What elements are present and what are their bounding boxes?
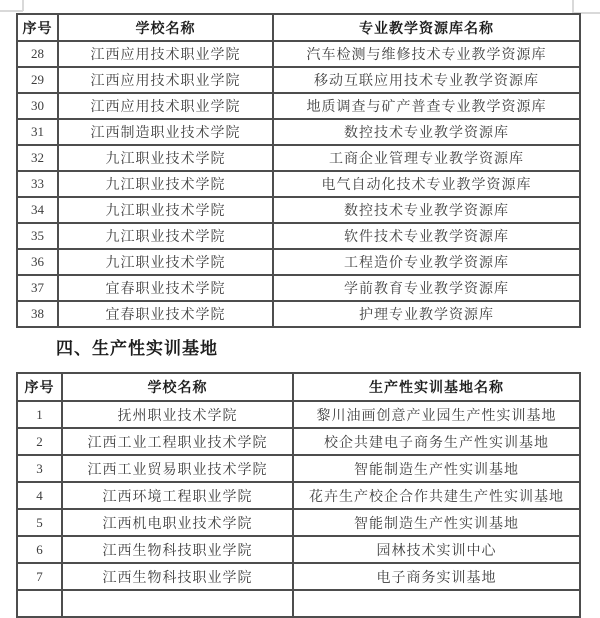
table-cell: 28 — [17, 41, 58, 67]
table-cell: 7 — [17, 563, 62, 590]
table-cell: 花卉生产校企合作共建生产性实训基地 — [293, 482, 580, 509]
table-cell — [62, 590, 293, 617]
table-cell: 电气自动化技术专业教学资源库 — [273, 171, 580, 197]
table-row — [17, 223, 580, 249]
table-cell: 数控技术专业教学资源库 — [273, 119, 580, 145]
table-cell: 38 — [17, 301, 58, 327]
table-cell: 江西工业贸易职业技术学院 — [62, 455, 293, 482]
table-cell: 江西环境工程职业学院 — [62, 482, 293, 509]
training-base-table — [16, 372, 581, 618]
table-cell: 宜春职业技术学院 — [58, 301, 273, 327]
column-header-school-name: 学校名称 — [62, 373, 293, 401]
table-cell: 34 — [17, 197, 58, 223]
table-cell — [17, 590, 62, 617]
table-cell: 江西机电职业技术学院 — [62, 509, 293, 536]
table-cell: 智能制造生产性实训基地 — [293, 455, 580, 482]
table-cell: 抚州职业技术学院 — [62, 401, 293, 428]
table-cell: 33 — [17, 171, 58, 197]
table-row — [17, 67, 580, 93]
table-cell: 软件技术专业教学资源库 — [273, 223, 580, 249]
table-cell: 智能制造生产性实训基地 — [293, 509, 580, 536]
column-header-resource-name: 专业教学资源库名称 — [273, 14, 580, 41]
table-cell: 九江职业技术学院 — [58, 145, 273, 171]
table-row — [17, 563, 580, 590]
table-row — [17, 401, 580, 428]
column-header-school-name: 学校名称 — [58, 14, 273, 41]
table-cell: 电子商务实训基地 — [293, 563, 580, 590]
table-row — [17, 455, 580, 482]
table-cell: 37 — [17, 275, 58, 301]
table-cell: 31 — [17, 119, 58, 145]
table-cell: 宜春职业技术学院 — [58, 275, 273, 301]
table-cell: 32 — [17, 145, 58, 171]
table-cell: 黎川油画创意产业园生产性实训基地 — [293, 401, 580, 428]
table-cell: 3 — [17, 455, 62, 482]
resource-library-table — [16, 13, 581, 328]
table-cell: 29 — [17, 67, 58, 93]
table-row — [17, 171, 580, 197]
table-row — [17, 536, 580, 563]
table-cell: 1 — [17, 401, 62, 428]
resource-library-table-container — [16, 13, 581, 328]
table-cell: 九江职业技术学院 — [58, 249, 273, 275]
column-header-index: 序号 — [17, 373, 62, 401]
table-cell: 2 — [17, 428, 62, 455]
table-cell — [293, 590, 580, 617]
table-row — [17, 197, 580, 223]
table-header-row — [17, 14, 580, 41]
table-cell: 30 — [17, 93, 58, 119]
table-cell: 护理专业教学资源库 — [273, 301, 580, 327]
table-cell: 江西工业工程职业技术学院 — [62, 428, 293, 455]
table-cell: 九江职业技术学院 — [58, 223, 273, 249]
training-base-table-container — [16, 372, 581, 618]
table-cell: 工程造价专业教学资源库 — [273, 249, 580, 275]
table-cell: 九江职业技术学院 — [58, 197, 273, 223]
gridline-artifact-left-horizontal — [0, 10, 23, 12]
column-header-base-name: 生产性实训基地名称 — [293, 373, 580, 401]
table-row — [17, 509, 580, 536]
table-row — [17, 249, 580, 275]
table-cell: 校企共建电子商务生产性实训基地 — [293, 428, 580, 455]
table-header-row — [17, 373, 580, 401]
table-row — [17, 41, 580, 67]
table-row — [17, 482, 580, 509]
table-cell: 4 — [17, 482, 62, 509]
table-cell: 江西应用技术职业学院 — [58, 93, 273, 119]
table-cell: 园林技术实训中心 — [293, 536, 580, 563]
table-cell: 工商企业管理专业教学资源库 — [273, 145, 580, 171]
table-row — [17, 428, 580, 455]
table-cell: 九江职业技术学院 — [58, 171, 273, 197]
table-row — [17, 145, 580, 171]
table-cell: 汽车检测与维修技术专业教学资源库 — [273, 41, 580, 67]
table-cell: 江西生物科技职业学院 — [62, 536, 293, 563]
table-cell: 6 — [17, 536, 62, 563]
table-row — [17, 590, 580, 617]
table-cell: 5 — [17, 509, 62, 536]
gridline-artifact-left-vertical — [22, 0, 24, 11]
table-cell: 学前教育专业教学资源库 — [273, 275, 580, 301]
section-heading: 四、生产性实训基地 — [56, 339, 218, 358]
table-cell: 35 — [17, 223, 58, 249]
table-row — [17, 93, 580, 119]
table-cell: 36 — [17, 249, 58, 275]
table-cell: 地质调查与矿产普查专业教学资源库 — [273, 93, 580, 119]
table-cell: 江西应用技术职业学院 — [58, 41, 273, 67]
table-cell: 移动互联应用技术专业教学资源库 — [273, 67, 580, 93]
table-row — [17, 119, 580, 145]
table-row — [17, 275, 580, 301]
table-cell: 江西制造职业技术学院 — [58, 119, 273, 145]
table-cell: 江西生物科技职业学院 — [62, 563, 293, 590]
table-row — [17, 301, 580, 327]
table-cell: 数控技术专业教学资源库 — [273, 197, 580, 223]
table-cell: 江西应用技术职业学院 — [58, 67, 273, 93]
column-header-index: 序号 — [17, 14, 58, 41]
